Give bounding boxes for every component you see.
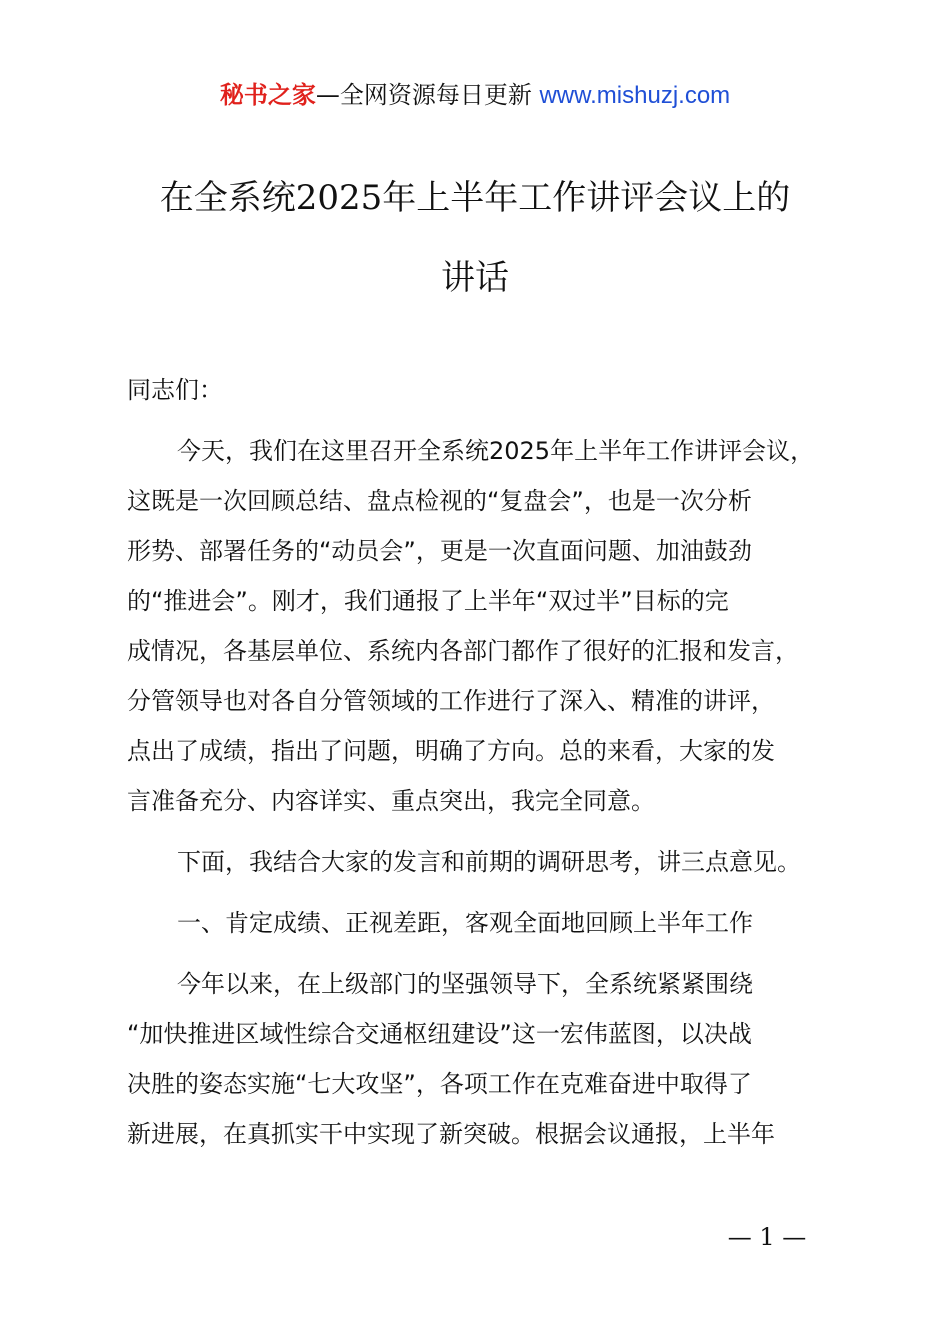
paragraph-1-line: 今天，我们在这里召开全系统2025年上半年工作讲评会议， xyxy=(177,437,815,465)
paragraph-1 xyxy=(127,426,857,826)
paragraph-2-line: 下面，我结合大家的发言和前期的调研思考，讲三点意见。 xyxy=(177,848,801,876)
document-body xyxy=(127,365,857,1170)
paragraph-1-line: 形势、部署任务的“动员会”，更是一次直面问题、加油鼓劲 xyxy=(127,537,752,565)
header-slogan: —全网资源每日更新 xyxy=(315,81,540,109)
paragraph-1-line: 言准备充分、内容详实、重点突出，我完全同意。 xyxy=(127,787,655,815)
brand-name: 秘书之家 xyxy=(219,81,316,109)
paragraph-1-line: 这既是一次回顾总结、盘点检视的“复盘会”，也是一次分析 xyxy=(127,487,752,515)
salutation: 同志们： xyxy=(127,376,223,404)
paragraph-1-line: 的“推进会”。刚才，我们通报了上半年“双过半”目标的完 xyxy=(127,587,729,615)
paragraph-3-line: 今年以来，在上级部门的坚强领导下，全系统紧紧围绕 xyxy=(177,970,753,998)
document-title xyxy=(120,158,830,318)
paragraph-3-line: 决胜的姿态实施“七大攻坚”，各项工作在克难奋进中取得了 xyxy=(127,1070,752,1098)
paragraph-1-line: 成情况，各基层单位、系统内各部门都作了很好的汇报和发言， xyxy=(127,637,799,665)
paragraph-3-line: “加快推进区域性综合交通枢纽建设”这一宏伟蓝图，以决战 xyxy=(127,1020,752,1048)
title-line-2: 讲话 xyxy=(441,258,509,298)
section-1-heading: 一、肯定成绩、正视差距，客观全面地回顾上半年工作 xyxy=(177,909,753,937)
paragraph-3 xyxy=(127,959,857,1159)
site-url-link[interactable]: www.mishuzj.com xyxy=(539,82,731,109)
page-number: — 1 — xyxy=(727,1223,807,1251)
paragraph-1-line: 点出了成绩，指出了问题，明确了方向。总的来看，大家的发 xyxy=(127,737,775,765)
paragraph-3-line: 新进展，在真抓实干中实现了新突破。根据会议通报，上半年 xyxy=(127,1120,775,1148)
paragraph-1-line: 分管领导也对各自分管领域的工作进行了深入、精准的讲评， xyxy=(127,687,775,715)
title-line-1: 在全系统2025年上半年工作讲评会议上的 xyxy=(159,178,791,218)
paragraph-2 xyxy=(127,837,857,887)
site-header xyxy=(0,78,950,113)
